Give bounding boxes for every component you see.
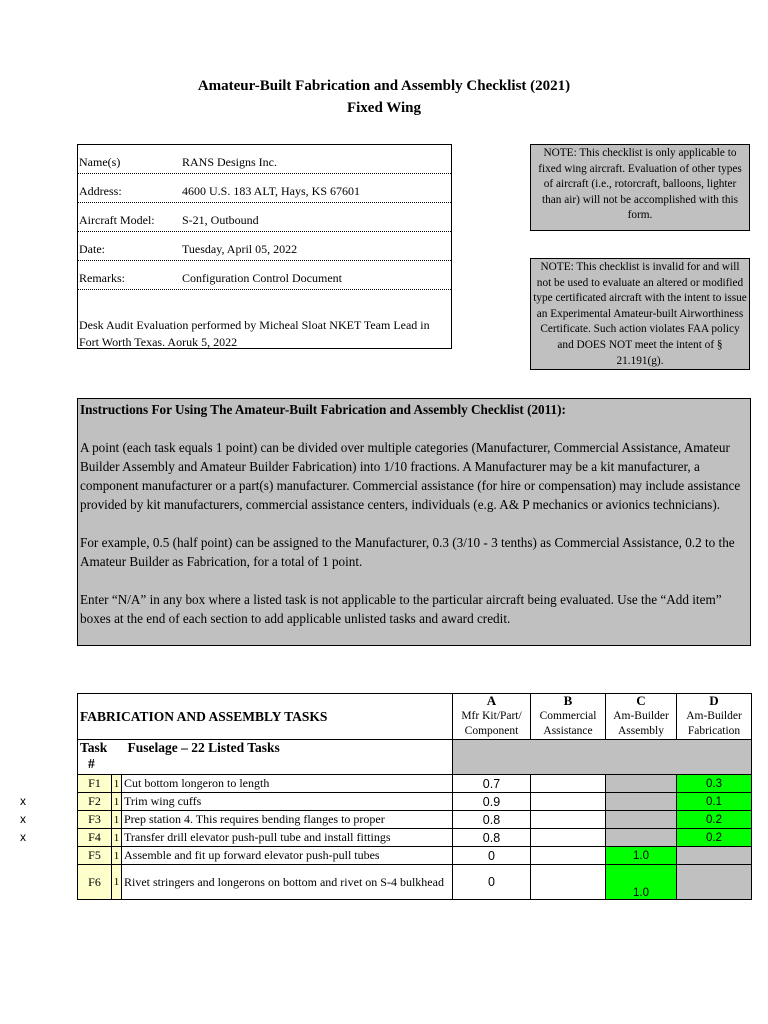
aircraft-info-box [77,144,452,349]
col-d-line1: Am-Builder [677,709,752,724]
table-row [78,847,752,865]
cell-a[interactable]: 0 [453,847,531,865]
section-title: Fuselage – 22 Listed Tasks [127,740,280,755]
cell-d[interactable]: 0.2 [677,829,752,847]
cell-d[interactable] [677,847,752,865]
model-row [78,203,451,232]
task-points: 1 [112,865,122,900]
instructions-paragraph-1: A point (each task equals 1 point) can be divided over multiple categories (Manufacturer, Commercial Assistance, Amateur Builder Assembly and Amateur Builder Fabrication) into 1/10 fractions. A Manufacturer may be a kit manufacturer, a component manufacturer or a part(s) manufacturer. Commercial assistance (for hire or compensation) may include assistance provided by kit manufacturers, commercial assistance centers, individuals (e.g. A& P mechanics or avionics technicians). [80,440,741,512]
cell-c[interactable] [606,811,677,829]
task-description: Rivet stringers and longerons on bottom and rivet on S-4 bulkhead [122,865,453,900]
task-id: F1 [78,775,112,793]
cell-b[interactable] [531,793,606,811]
document-title: Amateur-Built Fabrication and Assembly Checklist (2021) [197,78,571,94]
instructions-paragraph-3: Enter “N/A” in any box where a listed task is not applicable to the particular aircraft being evaluated. Use the “Add item” boxes at the end of each section to add applicable unlisted tasks and award credit. [80,592,722,626]
col-a-line1: Mfr Kit/Part/ [453,709,531,724]
col-a-line2: Component [453,724,531,740]
cell-d[interactable]: 0.1 [677,793,752,811]
name-row [78,145,451,174]
address-label: Address: [79,184,122,198]
col-b-line2: Assistance [531,724,606,740]
model-label: Aircraft Model: [79,213,155,227]
task-id: F4 [78,829,112,847]
instructions-heading: Instructions For Using The Amateur-Built Fabrication and Assembly Checklist (2011): [80,402,566,417]
tasks-table [77,693,752,900]
cell-d[interactable]: 0.2 [677,811,752,829]
task-points: 1 [112,829,122,847]
col-b-letter: B [531,694,606,709]
document-subtitle: Fixed Wing [346,100,422,116]
cell-a[interactable]: 0.8 [453,829,531,847]
task-points: 1 [112,775,122,793]
date-label: Date: [79,242,105,256]
date-value[interactable]: Tuesday, April 05, 2022 [182,242,298,256]
task-description: Transfer drill elevator push-pull tube and install fittings [122,829,453,847]
task-id: F6 [78,865,112,900]
cell-a[interactable]: 0 [453,865,531,900]
remarks-label: Remarks: [79,271,125,285]
cell-b[interactable] [531,775,606,793]
task-description: Assemble and fit up forward elevator push-pull tubes [122,847,453,865]
col-a-letter: A [453,694,531,709]
model-value[interactable]: S-21, Outbound [182,213,259,227]
task-id: F5 [78,847,112,865]
note-fixed-wing-only: NOTE: This checklist is only applicable to fixed wing aircraft. Evaluation of other types of aircraft (i.e., rotorcraft, balloons, lighter than air) will not be accomplished with this form. [530,144,750,231]
task-id: F3 [78,811,112,829]
section-header-fill [453,740,752,775]
address-row [78,174,451,203]
cell-c[interactable] [606,775,677,793]
table-row [78,775,752,793]
col-c-letter: C [606,694,677,709]
note-invalid-for-altered: NOTE: This checklist is invalid for and will not be used to evaluate an altered or modified type certificated aircraft with the intent to issue an Experimental Amateur-built Airworthiness Certificate. Such action violates FAA policy and DOES NOT meet the intent of § 21.191(g). [530,258,750,370]
task-points: 1 [112,793,122,811]
task-description: Trim wing cuffs [122,793,453,811]
task-id: F2 [78,793,112,811]
name-value[interactable]: RANS Designs Inc. [182,155,277,169]
cell-a[interactable]: 0.7 [453,775,531,793]
task-points: 1 [112,811,122,829]
table-row [78,793,752,811]
cell-c[interactable]: 1.0 [606,865,677,900]
cell-b[interactable] [531,829,606,847]
cell-d[interactable] [677,865,752,900]
col-d-letter: D [677,694,752,709]
tasks-heading: FABRICATION AND ASSEMBLY TASKS [78,694,453,740]
row-mark: x [20,794,26,808]
table-row [78,865,752,900]
cell-c[interactable]: 1.0 [606,847,677,865]
cell-a[interactable]: 0.8 [453,811,531,829]
col-b-line1: Commercial [531,709,606,724]
address-value[interactable]: 4600 U.S. 183 ALT, Hays, KS 67601 [182,184,361,198]
cell-d[interactable]: 0.3 [677,775,752,793]
cell-b[interactable] [531,865,606,900]
table-row [78,811,752,829]
col-c-line1: Am-Builder [606,709,677,724]
task-description: Cut bottom longeron to length [122,775,453,793]
col-d-line2: Fabrication [677,724,752,740]
cell-c[interactable] [606,829,677,847]
task-description: Prep station 4. This requires bending flanges to proper [122,811,453,829]
task-points: 1 [112,847,122,865]
col-c-line2: Assembly [606,724,677,740]
remarks-value[interactable]: Configuration Control Document [182,271,342,285]
cell-b[interactable] [531,847,606,865]
cell-b[interactable] [531,811,606,829]
cell-c[interactable] [606,793,677,811]
section-header [78,740,453,775]
table-row [78,829,752,847]
task-label: Task [80,740,108,755]
date-row [78,232,451,261]
name-label: Name(s) [79,155,121,169]
row-mark: x [20,812,26,826]
instructions-paragraph-2: For example, 0.5 (half point) can be assigned to the Manufacturer, 0.3 (3/10 - 3 tenths) as Commercial Assistance, 0.2 to the Amateur Builder as Fabrication, for a total of 1 point. [80,535,735,569]
desk-audit-text[interactable]: Desk Audit Evaluation performed by Micheal Sloat NKET Team Lead in Fort Worth Texas. Aoruk 5, 2022 [79,318,430,349]
remarks-row [78,261,451,290]
task-hash-label: # [88,756,95,771]
row-mark: x [20,830,26,844]
cell-a[interactable]: 0.9 [453,793,531,811]
instructions-box [77,398,751,646]
